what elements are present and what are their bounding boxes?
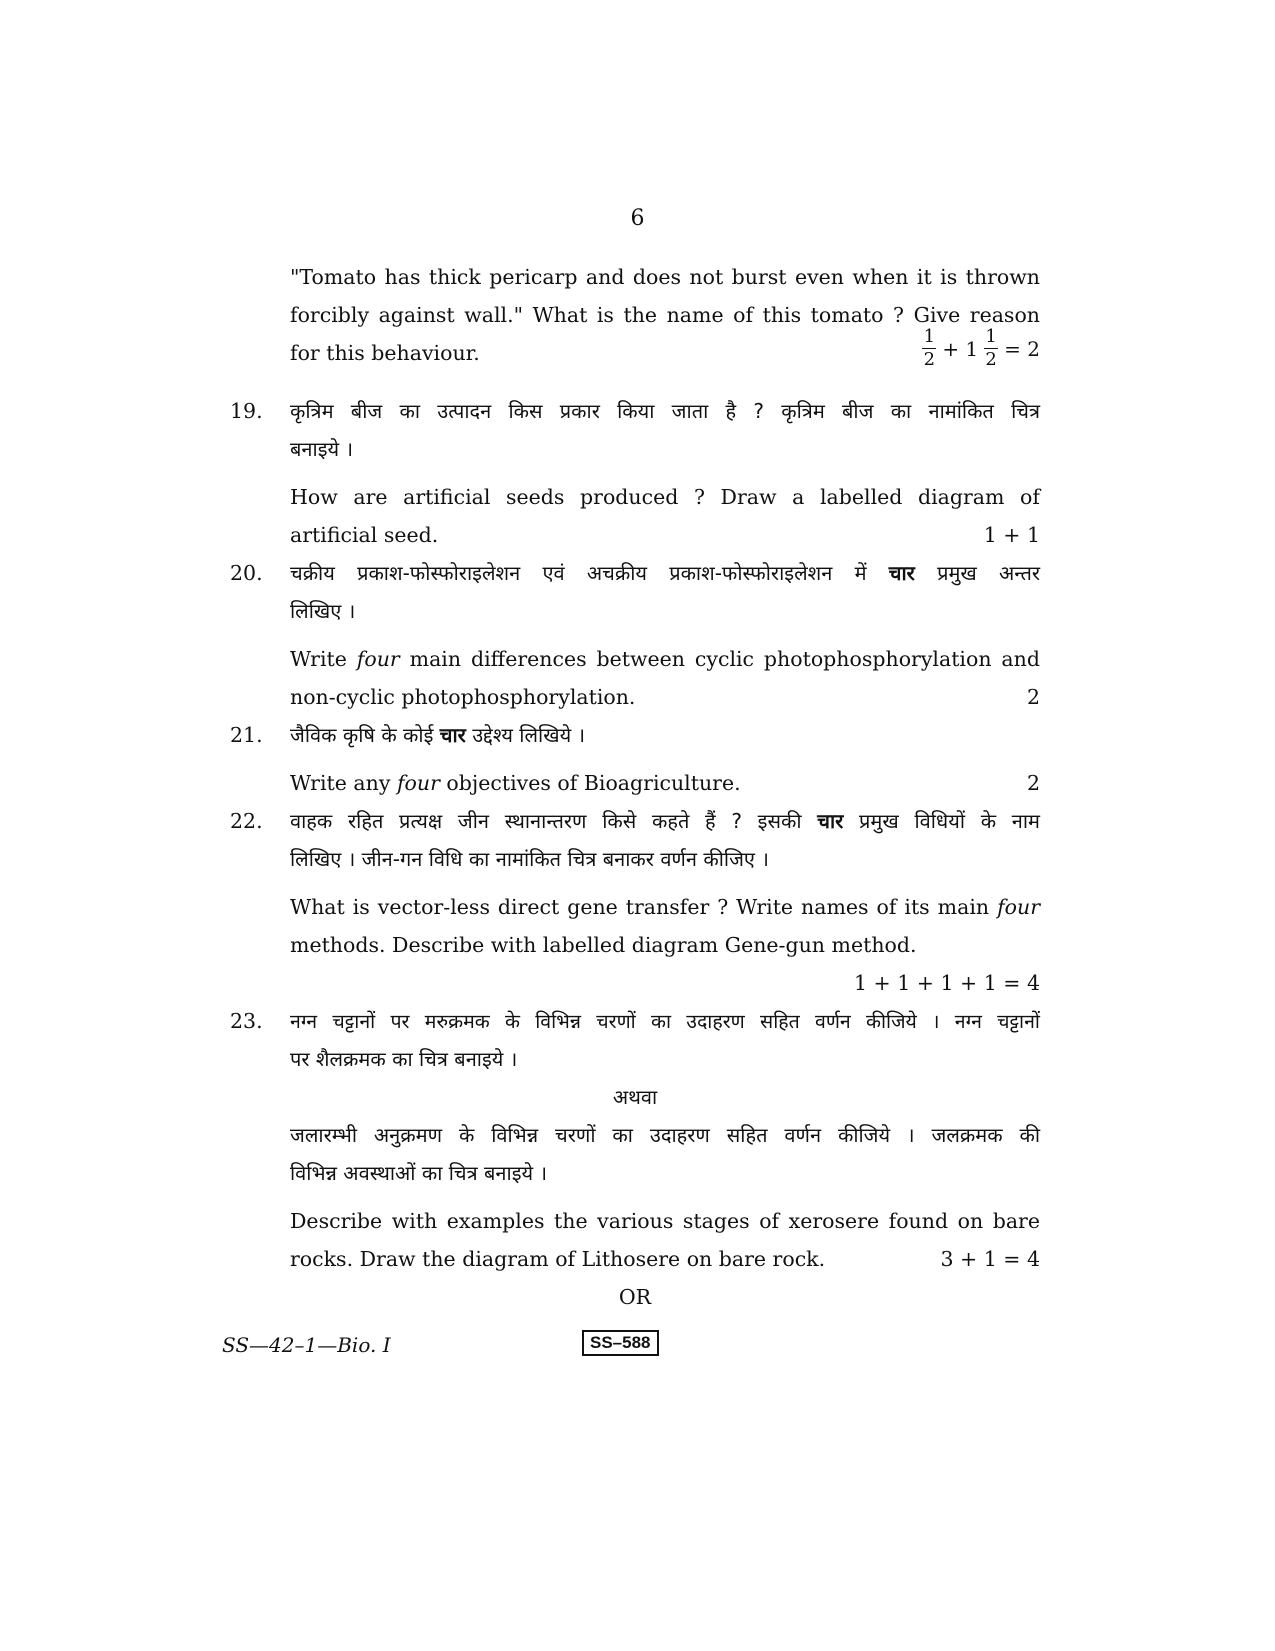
q20-english-line-2: non-cyclic photophosphorylation. 2 — [230, 678, 1040, 716]
q18-line-1: "Tomato has thick pericarp and does not burst even when it is thrown — [290, 265, 1040, 289]
fraction-half: $\frac{1}{2}$ — [985, 326, 997, 370]
q23-alt-hindi-line-1: जलारम्भी अनुक्रमण के विभिन्न चरणों का उदाहरण सहित वर्णन कीजिये । जलक्रमक की — [290, 1123, 1040, 1147]
question-number: 22. — [230, 809, 263, 833]
q23-or-hindi: अथवा — [612, 1085, 658, 1109]
page-number: 6 — [630, 206, 645, 231]
q19-hindi-line-2: बनाइये । — [290, 437, 354, 461]
q23-alt-hindi-line-2: विभिन्न अवस्थाओं का चित्र बनाइये । — [290, 1161, 548, 1185]
question-number: 23. — [230, 1009, 263, 1033]
q21-hindi-line-1: 21. जैविक कृषि के कोई चार उद्देश्य लिखिये । — [230, 716, 1040, 754]
q23-hindi-line-2: पर शैलक्रमक का चित्र बनाइये । — [290, 1047, 518, 1071]
q23-english-line-1: Describe with examples the various stages of xerosere found on bare — [290, 1209, 1040, 1233]
q23-marks: 3 + 1 = 4 — [940, 1247, 1040, 1271]
q22-hindi-line-2: लिखिए । जीन-गन विधि का नामांकित चित्र बनाकर वर्णन कीजिए । — [290, 847, 769, 871]
q18-line-2: forcibly against wall." What is the name of this tomato ? Give reason — [290, 303, 1040, 327]
q23-english-line-2: rocks. Draw the diagram of Lithosere on bare rock. 3 + 1 = 4 — [230, 1240, 1040, 1278]
q20-hindi-line-1: 20. चक्रीय प्रकाश-फोस्फोराइलेशन एवं अचक्रीय प्रकाश-फोस्फोराइलेशन में चार प्रमुख अन्तर — [230, 554, 1040, 592]
fraction-half: $\frac{1}{2}$ — [923, 326, 936, 370]
q22-english-line-2: methods. Describe with labelled diagram Gene-gun method. — [290, 933, 917, 957]
question-content — [230, 258, 1040, 1316]
q22-english-line-1: What is vector-less direct gene transfer ? Write names of its main four — [290, 895, 1040, 919]
question-number: 20. — [230, 561, 263, 585]
q18-marks: $\frac{1}{2}$ + 1 $\frac{1}{2}$ = 2 — [923, 326, 1040, 370]
series-code-box: SS–588 — [582, 1330, 659, 1356]
q22-marks-line — [230, 964, 1040, 1002]
q21-english-line-1: Write any four objectives of Bioagriculture. 2 — [230, 764, 1040, 802]
q20-hindi-line-2: लिखिए । — [290, 599, 356, 623]
q23-or-english: OR — [618, 1285, 652, 1309]
question-number: 21. — [230, 723, 263, 747]
paper-code: SS—42–1—Bio. I — [222, 1333, 391, 1357]
q21-marks: 2 — [1026, 771, 1040, 795]
q20-english-line-1: Write four main differences between cyclic photophosphorylation and — [290, 647, 1040, 671]
q19-hindi-line-1: 19. कृत्रिम बीज का उत्पादन किस प्रकार किया जाता है ? कृत्रिम बीज का नामांकित चित्र — [230, 392, 1040, 430]
q19-english-line-1: How are artificial seeds produced ? Draw a labelled diagram of — [290, 485, 1040, 509]
question-number: 19. — [230, 399, 263, 423]
q23-hindi-line-1: 23. नग्न चट्टानों पर मरुक्रमक के विभिन्न चरणों का उदाहरण सहित वर्णन कीजिये । नग्न चट्टानों — [230, 1002, 1040, 1040]
q18-line-3: for this behaviour. $\frac{1}{2}$ + 1 $\frac{1}{2}$ = 2 — [290, 326, 1040, 370]
q22-marks: 1 + 1 + 1 + 1 = 4 — [853, 971, 1040, 995]
q22-hindi-line-1: 22. वाहक रहित प्रत्यक्ष जीन स्थानान्तरण किसे कहते हैं ? इसकी चार प्रमुख विधियों के नाम — [230, 802, 1040, 840]
q19-marks: 1 + 1 — [983, 523, 1040, 547]
q19-english-line-2: artificial seed. 1 + 1 — [230, 516, 1040, 554]
q20-marks: 2 — [1026, 685, 1040, 709]
footer — [222, 1333, 1042, 1363]
